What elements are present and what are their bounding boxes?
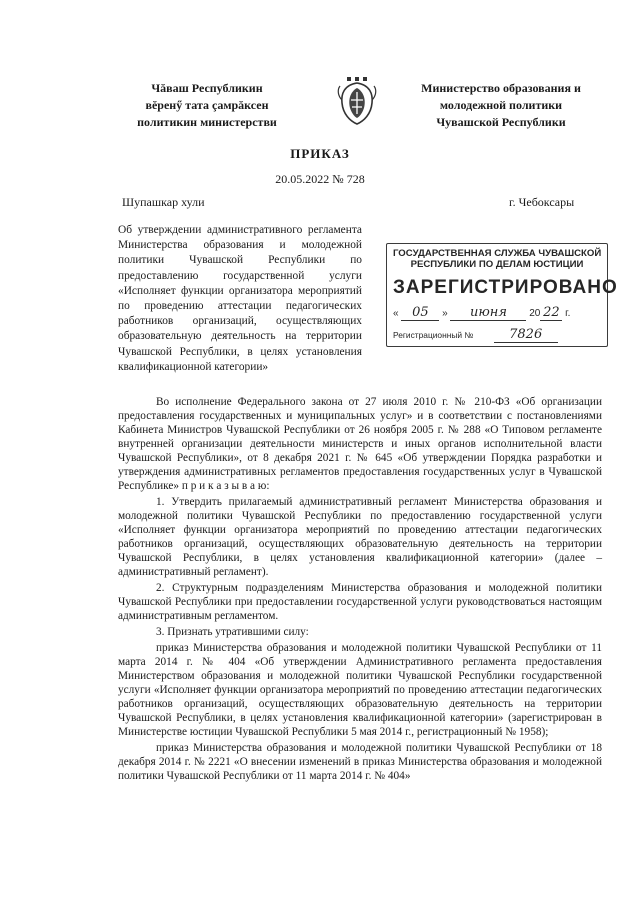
- body-paragraph: 3. Признать утратившими силу:: [156, 626, 309, 638]
- header-right: [402, 80, 600, 131]
- body-paragraph: приказ Министерства образования и молодежной политики Чувашской Республики от 18 декабря 2014 г. № 2221 «О внесении изменений в приказ Министерства образования и молодежной политики Чувашской Республики от 11 марта 2014 г. № 404»: [118, 742, 602, 782]
- stamp-registration: [393, 327, 601, 343]
- place-chuvash: Шупашкар хули: [122, 195, 205, 209]
- header-right-line-1: Министерство образования и: [421, 81, 581, 95]
- coat-of-arms-icon: [336, 76, 378, 126]
- order-subject: Об утверждении административного регламента Министерства образования и молодежной политики Чувашской Республики по предоставлению государственной услуги «Исполняет функции организатора мероприятий по проведению аттестации педагогических работников организаций, осуществляющих образовательную деятельность на территории Чувашской Республики, в целях установления квалификационной категории»: [118, 224, 362, 373]
- stamp-line-1: ГОСУДАРСТВЕННАЯ СЛУЖБА ЧУВАШСКОЙ: [393, 248, 602, 259]
- stamp-line-2: РЕСПУБЛИКИ ПО ДЕЛАМ ЮСТИЦИИ: [410, 259, 584, 270]
- header-left-line-1: Чăваш Республикин: [151, 81, 263, 95]
- stamp-registered: ЗАРЕГИСТРИРОВАНО: [393, 277, 618, 298]
- header-left-line-3: политикин министерстви: [137, 115, 277, 129]
- stamp-quote-open: «: [393, 308, 399, 319]
- stamp-year-suffix: г.: [565, 308, 571, 319]
- stamp-year: 22: [540, 305, 562, 321]
- header-right-line-2: молодежной политики: [439, 98, 563, 112]
- stamp-date: [393, 305, 601, 321]
- stamp-reg-label: Регистрационный №: [393, 330, 474, 340]
- stamp-quote-close: »: [442, 308, 448, 319]
- body-paragraph: приказ Министерства образования и молодежной политики Чувашской Республики от 11 марта 2014 г. № 404 «Об утверждении Административного регламента предоставления Министерством образования и молодежной политики Чувашской Республики государственной услуги «Исполняет функции организатора мероприятий по проведению аттестации педагогических работников организаций, осуществляющих образовательную деятельность на территории Чувашской Республики, в целях установления квалификационной категории» (зарегистрирован в Министерстве юстиции Чувашской Республики 5 мая 2014 г., регистрационный № 1958);: [118, 642, 602, 738]
- stamp-month: июня: [450, 305, 526, 321]
- document-title: ПРИКАЗ: [290, 146, 350, 161]
- stamp-year-prefix: 20: [529, 308, 541, 319]
- body-paragraph: Во исполнение Федерального закона от 27 июля 2010 г. № 210-ФЗ «Об организации предоставления государственных и муниципальных услуг» и в соответствии с постановлениями Кабинета Министров Чувашской Республики от 26 ноября 2005 г. № 288 «О Типовом регламенте внутренней организации деятельности министерств и иных органов исполнительной власти Чувашской Республики», от 8 декабря 2021 г. № 645 «Об утверждении Порядка разработки и утверждения административных регламентов предоставления государственных услуг в Чувашской Республике» п р и к а з ы в а ю:: [118, 396, 602, 492]
- body-paragraph: 1. Утвердить прилагаемый административный регламент Министерства образования и молодежной политики Чувашской Республики по предоставлению государственной услуги «Исполняет функции организатора мероприятий по проведению аттестации педагогических работников организаций, осуществляющих образовательную деятельность на территории Чувашской Республики, в целях установления квалификационной категории» (далее – административный регламент).: [118, 496, 602, 578]
- place-russian: г. Чебоксары: [509, 195, 575, 209]
- registration-stamp: [386, 243, 618, 347]
- header-left-line-2: вĕренӳ тата çамрăксен: [145, 98, 269, 112]
- header-left: [122, 80, 292, 131]
- stamp-reg-number: 7826: [494, 327, 558, 343]
- stamp-day: 05: [401, 305, 439, 321]
- date-number: 20.05.2022 № 728: [275, 172, 365, 186]
- header-right-line-3: Чувашской Республики: [436, 115, 566, 129]
- document-body: [118, 395, 602, 785]
- body-paragraph: 2. Структурным подразделениям Министерства образования и молодежной политики Чувашской Республики при предоставлении государственной услуги руководствоваться настоящим административным регламентом.: [118, 582, 602, 622]
